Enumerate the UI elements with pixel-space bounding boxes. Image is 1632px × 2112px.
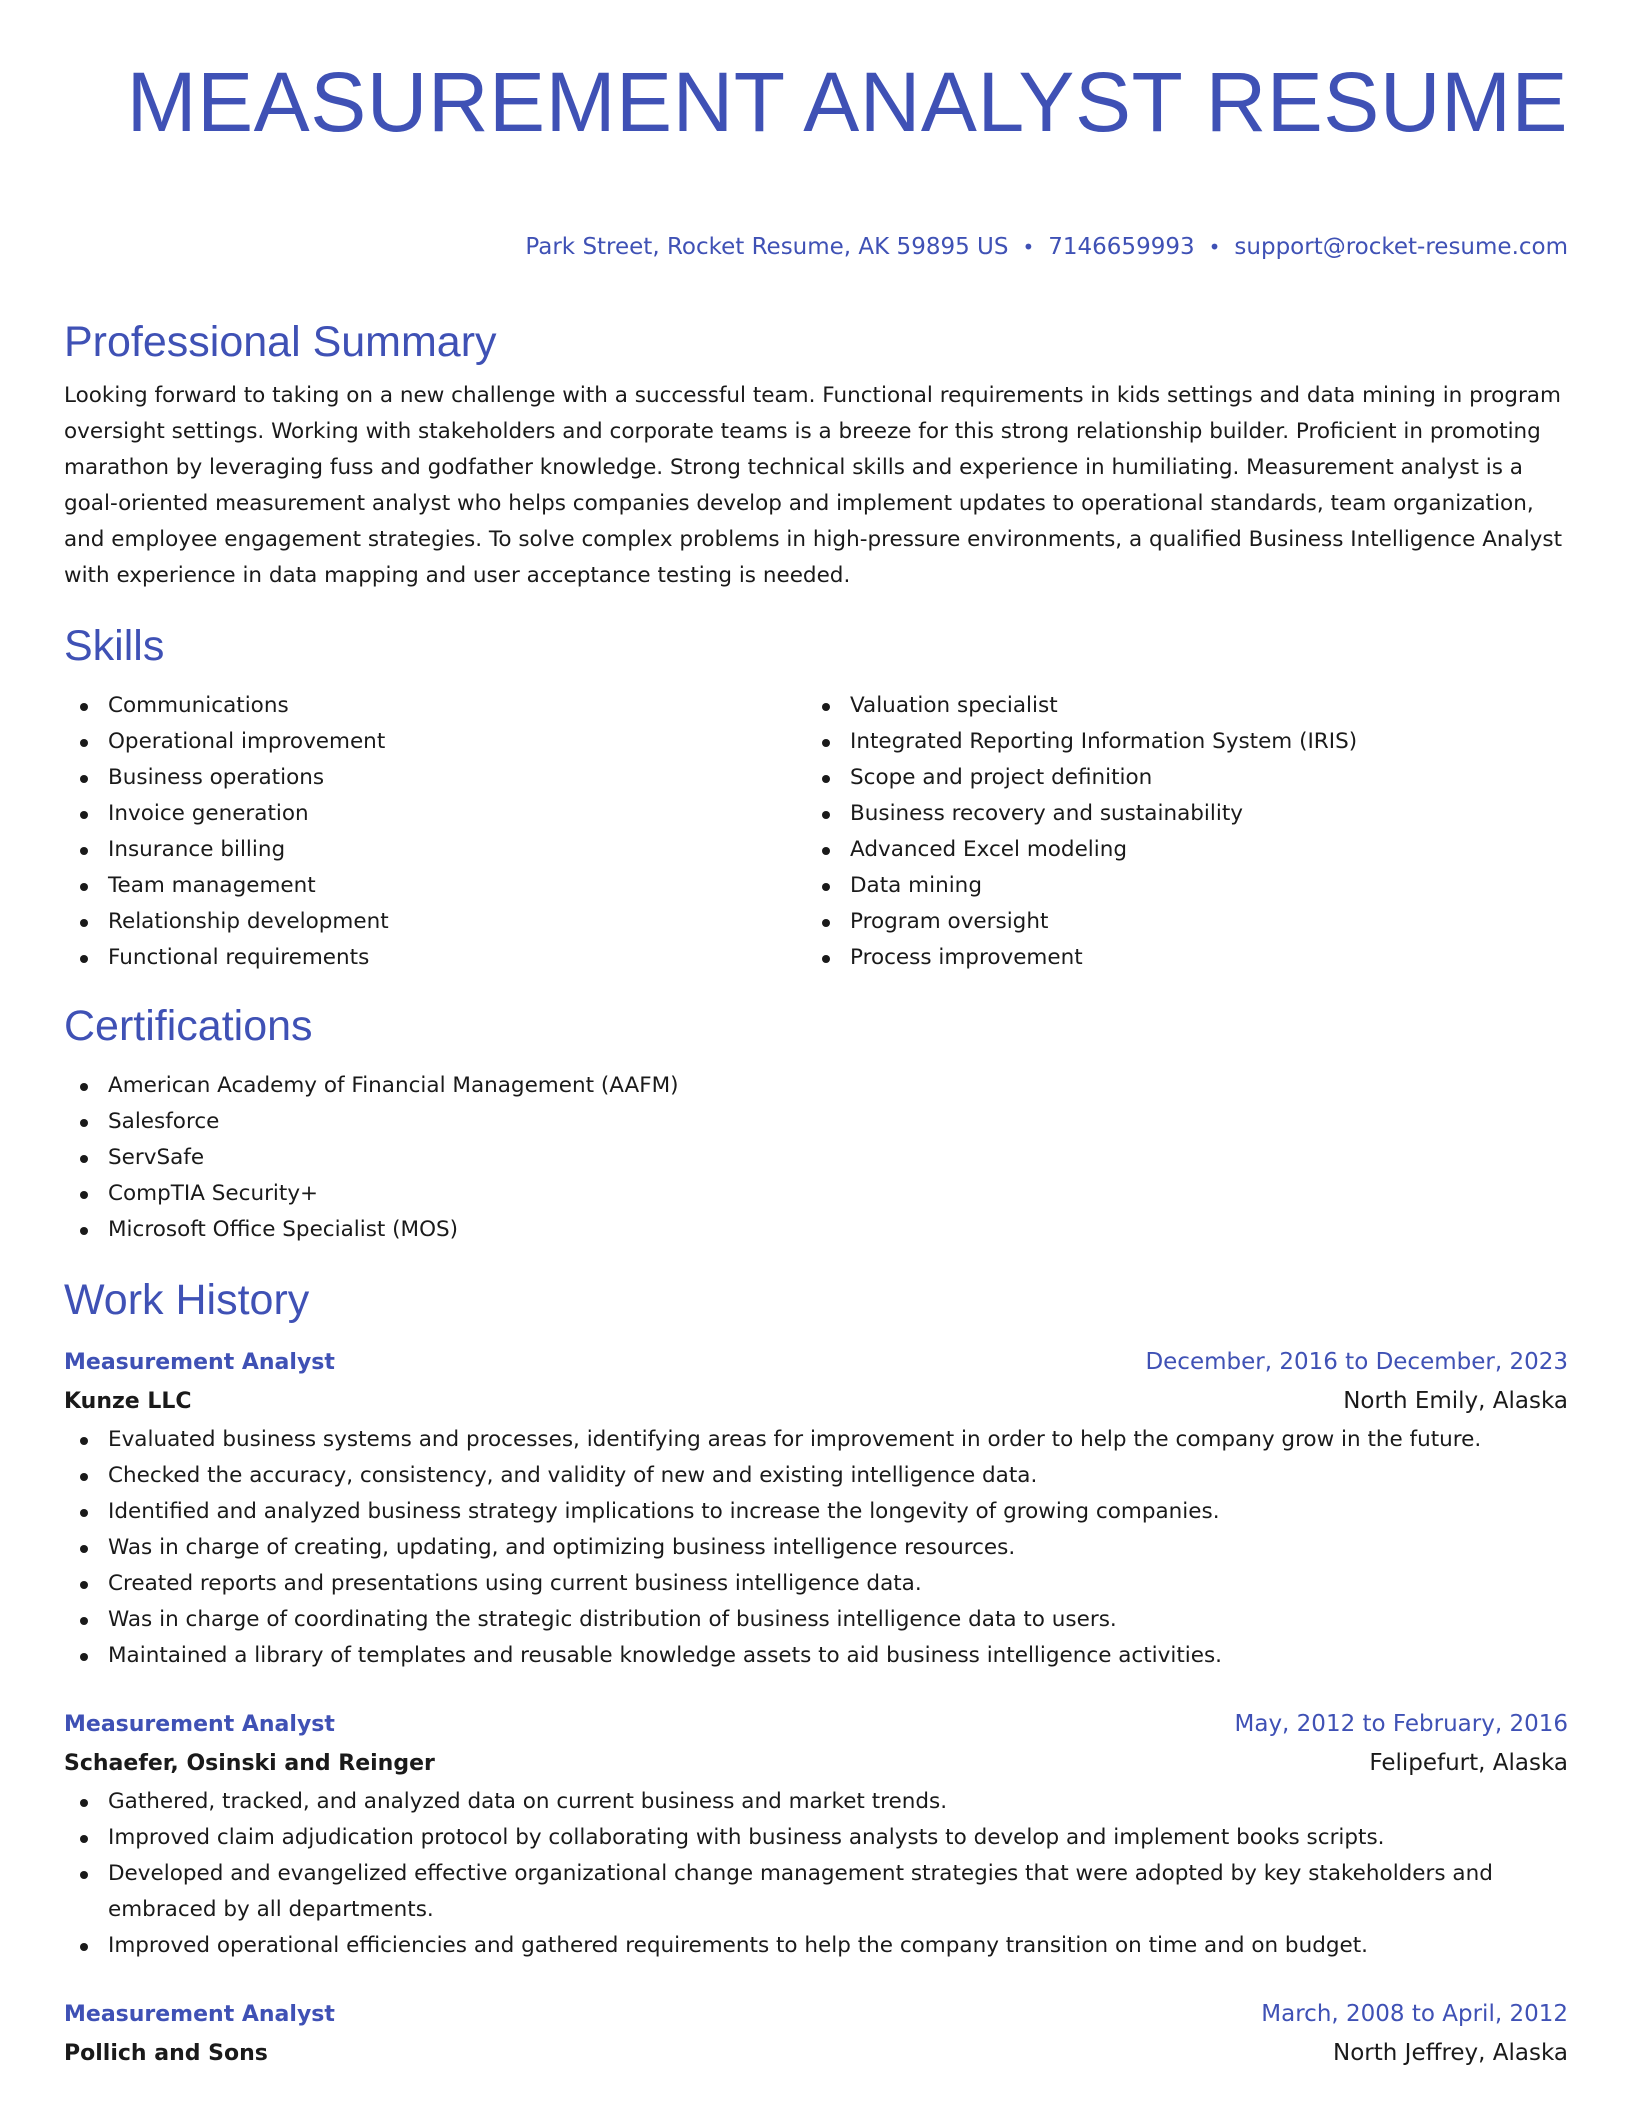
- skill-item: Integrated Reporting Information System (IRIS): [806, 724, 1548, 760]
- job-title: Measurement Analyst: [64, 1350, 335, 1375]
- job-bullet: Identified and analyzed business strategy implications to increase the longevity of growing companies.: [64, 1494, 1568, 1530]
- skill-item: Business operations: [64, 760, 806, 796]
- certification-item: American Academy of Financial Management (AAFM): [64, 1068, 1568, 1104]
- job-title-row: [64, 1996, 1568, 2033]
- contact-phone: 7146659993: [1048, 234, 1195, 260]
- job-entry: [64, 1706, 1568, 1964]
- skill-item: Business recovery and sustainability: [806, 796, 1548, 832]
- skill-item: Scope and project definition: [806, 760, 1548, 796]
- work-history-heading: Work History: [64, 1276, 310, 1324]
- skill-item: Team management: [64, 868, 806, 904]
- skill-item: Relationship development: [64, 904, 806, 940]
- job-bullet: Improved claim adjudication protocol by collaborating with business analysts to develop and implement books scripts.: [64, 1820, 1568, 1856]
- job-bullet: Was in charge of creating, updating, and optimizing business intelligence resources.: [64, 1530, 1568, 1566]
- job-location: Felipefurt, Alaska: [1369, 1750, 1568, 1776]
- job-bullet-list: [64, 1422, 1568, 1674]
- job-location: North Emily, Alaska: [1343, 1388, 1568, 1414]
- contact-address: Park Street, Rocket Resume, AK 59895 US: [525, 234, 1009, 260]
- job-bullet-list: [64, 1784, 1568, 1964]
- job-entry: [64, 1996, 1568, 2074]
- skill-item: Operational improvement: [64, 724, 806, 760]
- summary-section: [64, 314, 1568, 594]
- job-bullet: Maintained a library of templates and reusable knowledge assets to aid business intelligence activities.: [64, 1638, 1568, 1674]
- skills-heading: Skills: [64, 622, 165, 670]
- resume-page: [64, 0, 1568, 2074]
- certifications-list: [64, 1068, 1568, 1248]
- job-entry: [64, 1344, 1568, 1674]
- certification-item: Microsoft Office Specialist (MOS): [64, 1212, 1568, 1248]
- job-bullet: Evaluated business systems and processes, identifying areas for improvement in order to help the company grow in the future.: [64, 1422, 1568, 1458]
- job-dates: December, 2016 to December, 2023: [1145, 1349, 1568, 1375]
- job-bullet: Gathered, tracked, and analyzed data on current business and market trends.: [64, 1784, 1568, 1820]
- job-bullet: Developed and evangelized effective organizational change management strategies that were adopted by key stakeholders and embraced by all departments.: [64, 1856, 1568, 1928]
- work-history-section: [64, 1272, 1568, 2074]
- skill-item: Valuation specialist: [806, 688, 1548, 724]
- job-bullet: Was in charge of coordinating the strategic distribution of business intelligence data to users.: [64, 1602, 1568, 1638]
- job-title: Measurement Analyst: [64, 1712, 335, 1737]
- contact-line: [64, 230, 1568, 264]
- job-bullet: Improved operational efficiencies and gathered requirements to help the company transition on time and on budget.: [64, 1928, 1568, 1964]
- job-location: North Jeffrey, Alaska: [1333, 2040, 1568, 2066]
- skill-item: Data mining: [806, 868, 1548, 904]
- certification-item: ServSafe: [64, 1140, 1568, 1176]
- certification-item: CompTIA Security+: [64, 1176, 1568, 1212]
- job-company: Pollich and Sons: [64, 2041, 268, 2066]
- job-dates: May, 2012 to February, 2016: [1234, 1711, 1568, 1737]
- job-title: Measurement Analyst: [64, 2002, 335, 2027]
- job-company: Schaefer, Osinski and Reinger: [64, 1751, 435, 1776]
- job-company-row: [64, 1743, 1568, 1784]
- job-company: Kunze LLC: [64, 1389, 192, 1414]
- resume-title: MEASUREMENT ANALYST RESUME: [126, 55, 1568, 149]
- certification-item: Salesforce: [64, 1104, 1568, 1140]
- skill-item: Functional requirements: [64, 940, 806, 976]
- skills-list-left: [64, 688, 806, 976]
- job-title-row: [64, 1706, 1568, 1743]
- skill-item: Communications: [64, 688, 806, 724]
- summary-heading: Professional Summary: [64, 318, 497, 366]
- skill-item: Process improvement: [806, 940, 1548, 976]
- contact-email[interactable]: support@rocket-resume.com: [1234, 234, 1568, 260]
- certifications-heading: Certifications: [64, 1002, 313, 1050]
- skill-item: Advanced Excel modeling: [806, 832, 1548, 868]
- certifications-section: [64, 998, 1568, 1248]
- job-bullet: Created reports and presentations using current business intelligence data.: [64, 1566, 1568, 1602]
- job-bullet: Checked the accuracy, consistency, and validity of new and existing intelligence data.: [64, 1458, 1568, 1494]
- skill-item: Program oversight: [806, 904, 1548, 940]
- skills-section: [64, 618, 1568, 976]
- skill-item: Insurance billing: [64, 832, 806, 868]
- job-company-row: [64, 1381, 1568, 1422]
- skills-list-right: [806, 688, 1548, 976]
- job-company-row: [64, 2033, 1568, 2074]
- skills-grid: [64, 688, 1568, 976]
- job-title-row: [64, 1344, 1568, 1381]
- contact-separator: •: [1208, 235, 1221, 259]
- summary-text: Looking forward to taking on a new challenge with a successful team. Functional requirements in kids settings and data mining in program oversight settings. Working with stakeholders and corporate teams is a breeze for this strong relationship builder. Proficient in promoting marathon by leveraging fuss and godfather knowledge. Strong technical skills and experience in humiliating. Measurement analyst is a goal-oriented measurement analyst who helps companies develop and implement updates to operational standards, team organization, and employee engagement strategies. To solve complex problems in high-pressure environments, a qualified Business Intelligence Analyst with experience in data mapping and user acceptance testing is needed.: [64, 383, 1563, 588]
- skill-item: Invoice generation: [64, 796, 806, 832]
- job-dates: March, 2008 to April, 2012: [1261, 2001, 1568, 2027]
- contact-separator: •: [1022, 235, 1035, 259]
